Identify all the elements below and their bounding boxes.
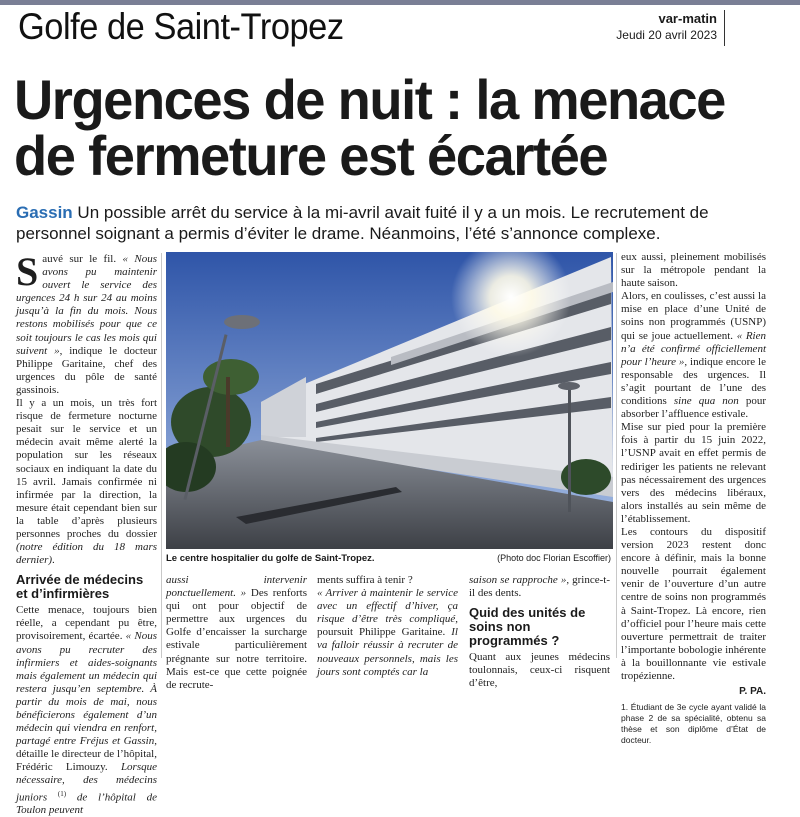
article-deck <box>16 202 786 244</box>
hospital-photo <box>166 252 613 549</box>
paragraph <box>16 249 157 397</box>
text-run: , indique le docteur Philippe Garitaine, chef des urgences du pôle de santé gassinois. <box>16 344 157 396</box>
newspaper-name: var-matin <box>658 11 717 26</box>
quote: Lorsque nécessaire, des médecins juniors <box>16 761 157 804</box>
subheading: Arrivée de médecins et d’infirmières <box>16 572 144 602</box>
quote: « Nous avons pu recruter des infirmiers et aides-soignants mais également un médecin qui restera jusqu’en septembre. À partir du mois de mai, nous bénéficierons également d’un médecin qui viendra en renfort, partagé entre Fréjus et Gassin <box>16 630 157 748</box>
drop-cap: S <box>16 249 39 294</box>
article-column-3 <box>317 574 458 679</box>
text-run: Des renforts qui ont pour objectif de permettre aux urgences du Golfe d’encaisser la surcharge estivale particulièrement prégnante sur notre territoire. Mais est-ce que cette poignée de recrute- <box>166 587 307 691</box>
paragraph <box>621 290 766 421</box>
text-run: . <box>52 554 55 567</box>
paragraph <box>317 574 458 587</box>
top-color-bar <box>0 0 800 5</box>
article-column-4 <box>469 574 610 690</box>
quote: saison se rapproche » <box>469 574 567 586</box>
text-run: ments suffira à tenir ? <box>317 574 413 586</box>
paragraph: eux aussi, pleinement mobilisés sur la métropole pendant la haute saison. <box>621 251 766 290</box>
photo-caption <box>166 553 613 564</box>
text-run: , indique encore le responsable des urgences. Il s’agit pourtant de l’une des conditions <box>621 355 766 408</box>
article-column-1 <box>16 249 157 817</box>
paragraph: Mise sur pied pour la première fois à partir du 15 juin 2022, l’USNP avait en effet permis de rediriger les patients ne relevant pas nécessairement des urgences vers des médecins libéraux, alors installés au sein même de l’établissement. <box>621 421 766 525</box>
edition-reference: (notre édition du 18 mars dernier) <box>16 541 157 567</box>
quote: « Nous avons pu maintenir ouvert le service des urgences 24 h sur 24 au moins jusqu’à la fin du mois. Nous restons mobilisés pour que ce soit toujours le cas les mois qui suivent » <box>16 253 157 357</box>
article-column-5 <box>621 251 766 746</box>
section-title: Golfe de Saint-Tropez <box>18 6 344 47</box>
masthead-divider <box>724 10 725 46</box>
paragraph: Les contours du dispositif version 2023 restent donc encore à définir, mais la bonne nouvelle pourrait également venir de l’ouverture d’un autre centre de soins non programmés à Saint-Tropez. Là encore, rien d’officiel pour l’heure mais cette ouverture permettrait de traiter l’importante bobologie inhérente à la bouillonnante vie estivale tropézienne. <box>621 525 766 682</box>
text-run: Alors, en coulisses, c’est aussi la mise en place d’une Unité de soins non programmés (USNP) qui se joue actuellement. <box>621 290 766 342</box>
text-run: , poursuit Philippe Garitaine. <box>317 613 458 639</box>
quote: Il va falloir réussir à recruter de nouveaux personnels, mais les jours sont comptés car la <box>317 626 458 678</box>
paragraph <box>469 651 610 690</box>
publication-date: Jeudi 20 avril 2023 <box>616 28 717 42</box>
paragraph <box>317 587 458 679</box>
subheading: Quid des unités de soins non programmés ? <box>469 605 586 649</box>
text-run: Il y a un mois, un très fort risque de fermeture nocturne pesait sur le service et un médecin avait même alerté la population sur les réseaux sociaux en indiquant la date du 15 avril. Jamais confirmée ni infirmée par la direction, la mesure était cependant bien sur la table d’après plusieurs personnes proches du dossier <box>16 397 157 540</box>
paragraph <box>16 604 157 817</box>
masthead <box>616 11 717 42</box>
article-column-2 <box>166 574 307 692</box>
column-rule <box>616 253 617 658</box>
text-run: Cette menace, toujours bien réelle, a cependant pu être, provisoirement, écartée. <box>16 604 157 643</box>
text-run: , détaille le directeur de l’hôpital, Frédéric Limouzy. <box>16 735 157 774</box>
quote: de l’hôpital de Toulon peuvent <box>16 791 157 817</box>
author-signature: P. PA. <box>739 686 766 698</box>
quote: « Rien n’a été confirmé officiellement pour l’heure » <box>621 329 766 368</box>
footnote-marker: (1) <box>57 789 67 798</box>
caption-text: Le centre hospitalier du golfe de Saint-Tropez. <box>166 553 375 564</box>
headline-line-1: Urgences de nuit : la menace <box>14 68 725 131</box>
headline-line-2: de fermeture est écartée <box>14 124 608 187</box>
text-run: pour absorber l’affluence estivale. <box>621 395 766 421</box>
text-run: auvé sur le fil. <box>42 253 123 265</box>
hospital-building-image <box>166 252 613 549</box>
paragraph <box>469 574 610 600</box>
footnote: 1. Étudiant de 3e cycle ayant validé la phase 2 de sa spécialité, obtenu sa thèse et son diplôme d’État de docteur. <box>621 702 766 746</box>
paragraph <box>16 397 157 567</box>
photo-credit: (Photo doc Florian Escoffier) <box>497 553 611 563</box>
quote: « Arriver à maintenir le service avec un effectif d’hiver, ça risque d’être très compliqué <box>317 587 458 626</box>
text-run: , grince-t-il des dents. <box>469 574 610 600</box>
location-kicker: Gassin <box>16 203 73 222</box>
deck-text: Un possible arrêt du service à la mi-avril avait fuité il y a un mois. Le recrutement de personnel soignant a permis d’éviter le drame. Néanmoins, l’été s’annonce complexe. <box>16 203 709 243</box>
headline <box>14 68 771 187</box>
latin-phrase: sine qua non <box>673 395 739 408</box>
quote: aussi intervenir ponctuellement. » <box>166 574 307 600</box>
text-run: Quant aux jeunes médecins toulonnais, ceux-ci risquent d’être, <box>469 651 610 690</box>
paragraph <box>166 574 307 692</box>
column-rule <box>161 253 162 658</box>
